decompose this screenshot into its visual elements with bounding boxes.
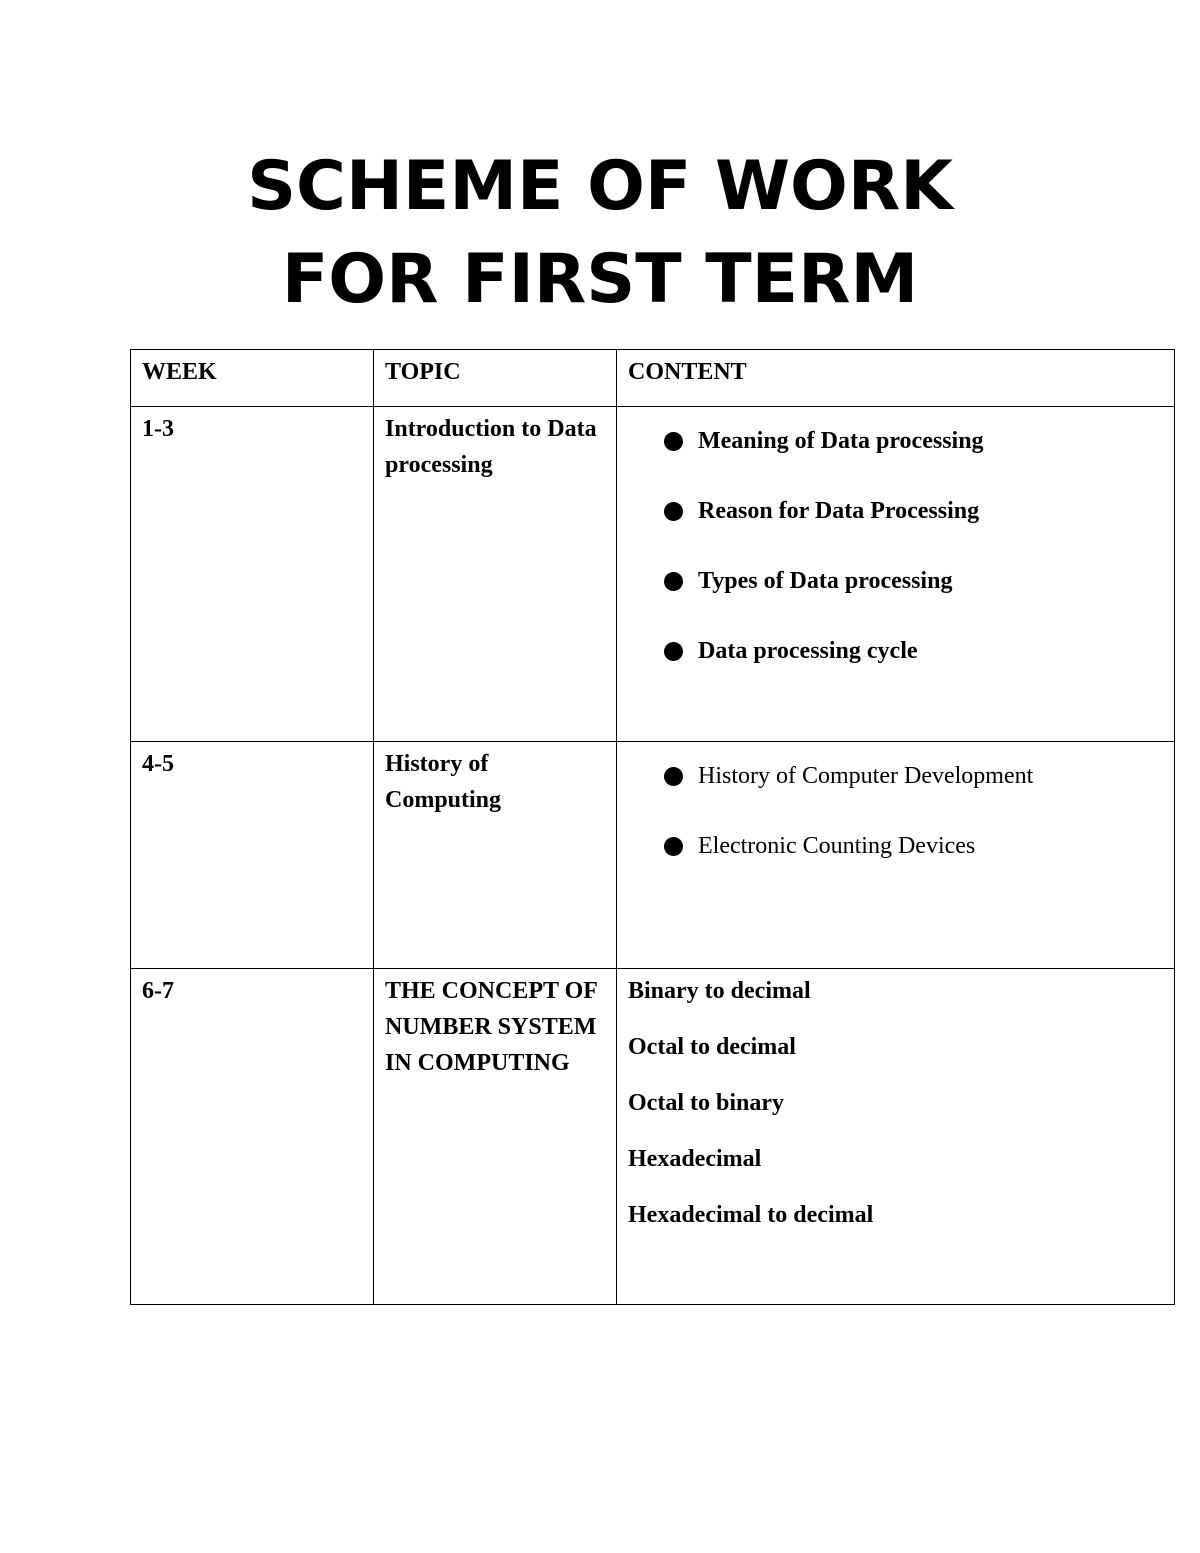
table-row xyxy=(131,407,1175,742)
table-row xyxy=(131,969,1175,1305)
list-item-text: Meaning of Data processing xyxy=(698,428,984,454)
list-item: Hexadecimal to decimal xyxy=(628,1202,874,1228)
list-item xyxy=(664,493,1164,529)
page-title xyxy=(0,140,1200,326)
list-item: Octal to binary xyxy=(628,1090,784,1116)
bullet-icon xyxy=(664,642,683,661)
title-line-2: FOR FIRST TERM xyxy=(281,240,919,319)
list-item xyxy=(664,423,1164,459)
list-item xyxy=(664,828,1164,864)
header-content: CONTENT xyxy=(617,350,1175,407)
bullet-icon xyxy=(664,432,683,451)
bullet-icon xyxy=(664,837,683,856)
topic-cell: Introduction to Data processing xyxy=(374,407,617,742)
list-item-text: Electronic Counting Devices xyxy=(698,833,976,859)
list-item xyxy=(664,633,1164,669)
list-item: Octal to decimal xyxy=(628,1034,796,1060)
content-cell xyxy=(617,969,1175,1305)
week-cell: 1-3 xyxy=(131,407,374,742)
content-cell xyxy=(617,742,1175,969)
list-item: Hexadecimal xyxy=(628,1146,762,1172)
content-bullet-list xyxy=(628,423,1164,669)
list-item xyxy=(664,563,1164,599)
list-item xyxy=(664,758,1164,794)
bullet-icon xyxy=(664,767,683,786)
list-item-text: History of Computer Development xyxy=(698,763,1034,789)
scheme-table xyxy=(130,349,1175,1305)
title-line-1: SCHEME OF WORK xyxy=(247,147,953,226)
bullet-icon xyxy=(664,572,683,591)
table-header-row xyxy=(131,350,1175,407)
topic-cell: THE CONCEPT OF NUMBER SYSTEM IN COMPUTING xyxy=(374,969,617,1305)
topic-cell: History of Computing xyxy=(374,742,617,969)
header-week: WEEK xyxy=(131,350,374,407)
list-item: Binary to decimal xyxy=(628,978,811,1004)
week-cell: 4-5 xyxy=(131,742,374,969)
list-item-text: Reason for Data Processing xyxy=(698,498,980,524)
conversion-list xyxy=(628,973,1164,1233)
week-cell: 6-7 xyxy=(131,969,374,1305)
content-bullet-list xyxy=(628,758,1164,864)
content-cell xyxy=(617,407,1175,742)
list-item-text: Data processing cycle xyxy=(698,638,918,664)
bullet-icon xyxy=(664,502,683,521)
table-row xyxy=(131,742,1175,969)
list-item-text: Types of Data processing xyxy=(698,568,953,594)
header-topic: TOPIC xyxy=(374,350,617,407)
